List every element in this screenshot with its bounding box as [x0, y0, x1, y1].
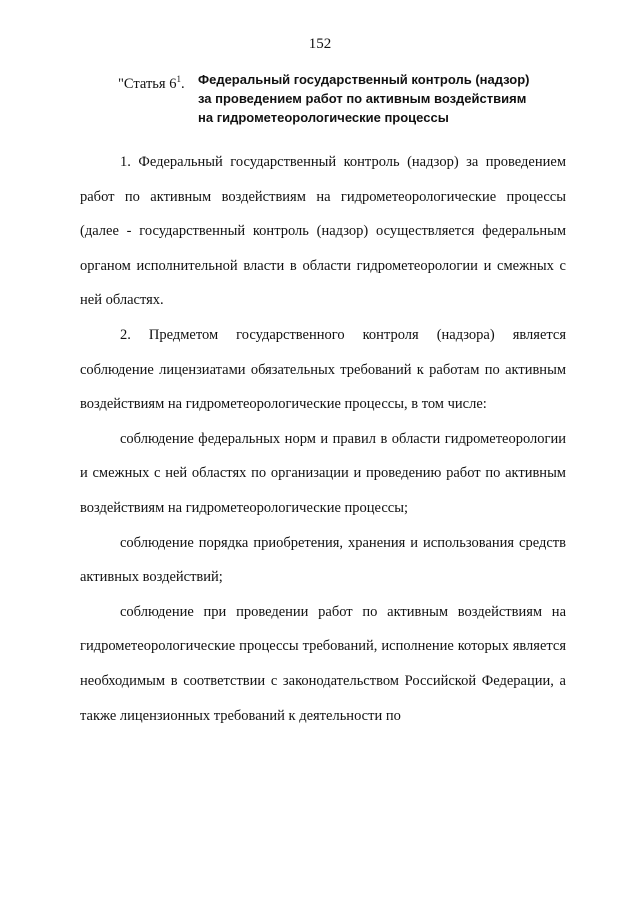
article-label-suffix: .: [180, 76, 185, 92]
paragraph-3: соблюдение федеральных норм и правил в области гидрометеорологии и смежных с ней областях по организации и проведению работ по активным воздействиям на гидрометеорологические процессы;: [80, 430, 566, 516]
paragraph-5: соблюдение при проведении работ по активным воздействиям на гидрометеорологические процессы требований, исполнение которых является необходимым в соответствии с законодательством Российской Федерации, а также лицензионных требований к деятельности по: [80, 603, 566, 724]
article-title-line: за проведением работ по активным воздействиям: [198, 91, 527, 106]
article-body: [80, 145, 566, 733]
article-title: [198, 70, 588, 127]
article-label-prefix: "Статья 6: [118, 76, 177, 92]
article-title-line: Федеральный государственный контроль (надзор): [198, 72, 530, 87]
article-label: [118, 70, 185, 94]
article-label-superscript: 1: [176, 74, 181, 84]
article-title-line: на гидрометеорологические процессы: [198, 110, 449, 125]
paragraph-4: соблюдение порядка приобретения, хранения и использования средств активных воздействий;: [80, 534, 566, 586]
paragraph-2: 2. Предметом государственного контроля (надзора) является соблюдение лицензиатами обязательных требований к работам по активным воздействиям на гидрометеорологические процессы, в том числе:: [80, 326, 566, 413]
page-number: 152: [308, 36, 332, 52]
paragraph-1: 1. Федеральный государственный контроль (надзор) за проведением работ по активным воздействиям на гидрометеорологические процессы (далее - государственный контроль (надзор) осуществляется федеральным органом исполнительной власти в области гидрометеорологии и смежных с ней областях.: [80, 154, 566, 309]
